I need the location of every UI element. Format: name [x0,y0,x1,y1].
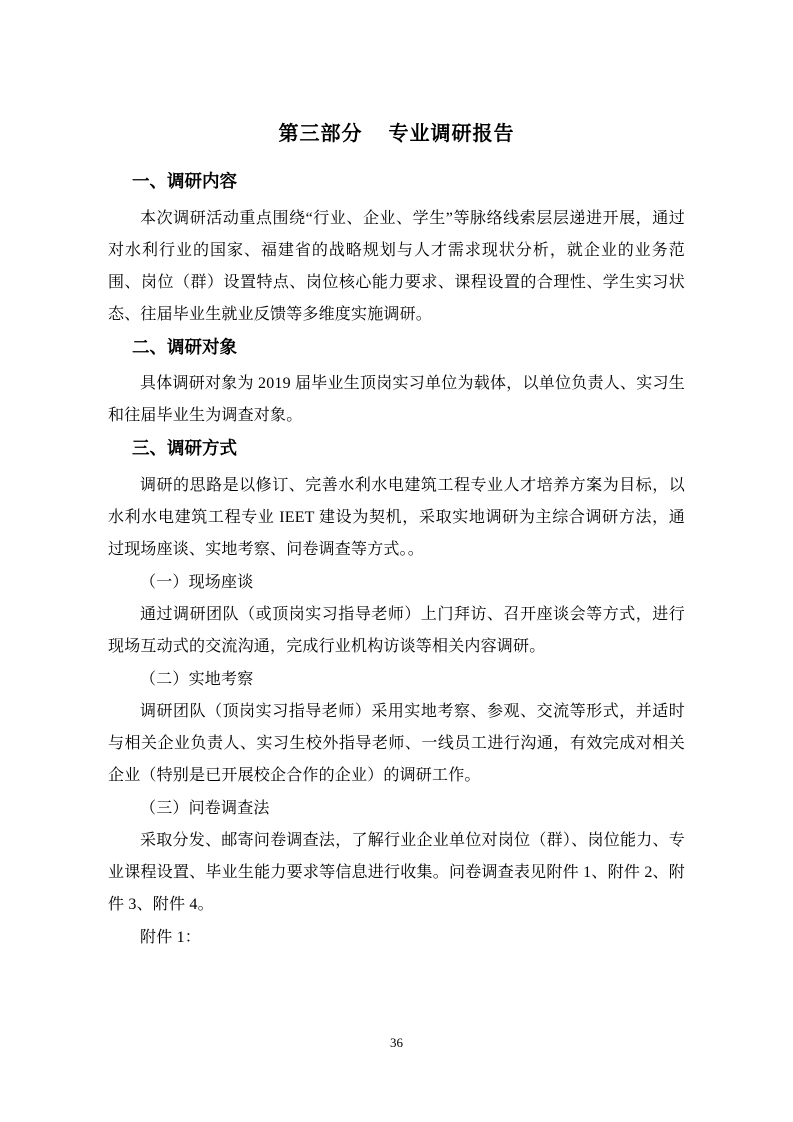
title-part-label: 第三部分 [278,123,363,145]
page-number: 36 [390,1035,403,1050]
subsection-3-paragraph-1: 采取分发、邮寄问卷调查法，了解行业企业单位对岗位（群）、岗位能力、专业课程设置、毕业生能力要求等信息进行收集。问卷调查表见附件 1、附件 2、附件 3、附件 4。 [108,831,685,913]
section-3-paragraph-1: 调研的思路是以修订、完善水利水电建筑工程专业人才培养方案为目标，以水利水电建筑工程专业 IEET 建设为契机，采取实地调研为主综合调研方法，通过现场座谈、实地考察、问卷调查等方式。。 [108,476,685,558]
subsection-heading-2: （二）实地考察 [140,670,254,688]
title-name-label: 专业调研报告 [388,123,515,145]
subsection-1-paragraph-1: 通过调研团队（或顶岗实习指导老师）上门拜访、召开座谈会等方式，进行现场互动式的交流沟通，完成行业机构访谈等相关内容调研。 [108,605,685,655]
subsection-heading-1: （一）现场座谈 [140,573,254,591]
section-heading-1: 一、调研内容 [132,171,237,191]
page-title [108,118,685,150]
section-heading-2: 二、调研对象 [132,336,237,357]
subsection-2-paragraph-1: 调研团队（顶岗实习指导老师）采用实地考察、参观、交流等形式，并适时与相关企业负责人、实习生校外指导老师、一线员工进行沟通，有效完成对相关企业（特别是已开展校企合作的企业）的调研工作。 [108,702,685,784]
section-2-paragraph-1: 具体调研对象为 2019 届毕业生顶岗实习单位为载体，以单位负责人、实习生和往届毕业生为调查对象。 [108,375,685,425]
section-heading-3: 三、调研方式 [132,438,237,459]
subsection-heading-3: （三）问卷调查法 [140,799,270,817]
attachment-note: 附件 1： [140,928,202,946]
section-1-paragraph-1: 本次调研活动重点围绕“行业、企业、学生”等脉络线索层层递进开展，通过对水利行业的国家、福建省的战略规划与人才需求现状分析，就企业的业务范围、岗位（群）设置特点、岗位核心能力要求、课程设置的合理性、学生实习状态、往届毕业生就业反馈等多维度实施调研。 [108,209,685,323]
